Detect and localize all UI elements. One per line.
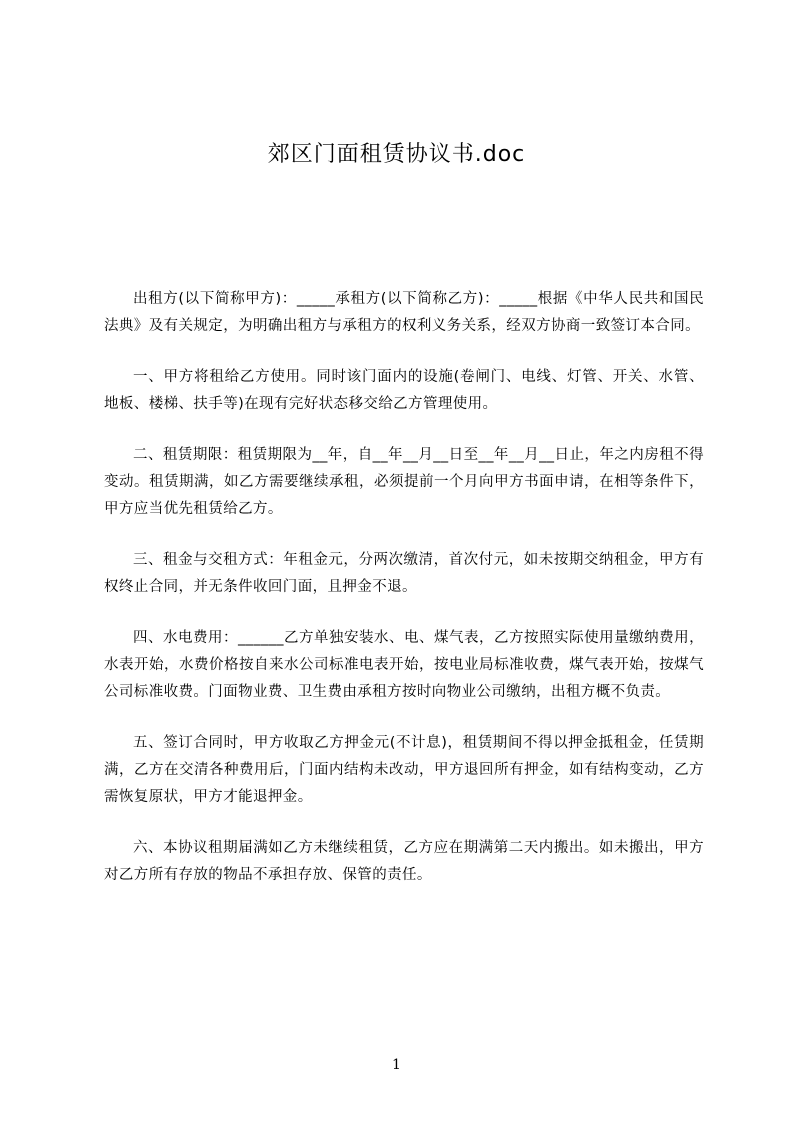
- paragraph-clause-5: 五、签订合同时，甲方收取乙方押金元(不计息)，租赁期间不得以押金抵租金，任赁期满，乙方在交清各种费用后，门面内结构未改动，甲方退回所有押金，如有结构变动，乙方需恢复原状，甲方才能退押金。: [104, 735, 704, 805]
- paragraph-preamble: 出租方(以下简称甲方)：_____承租方(以下简称乙方)：_____根据《中华人民共和国民法典》及有关规定，为明确出租方与承租方的权利义务关系，经双方协商一致签订本合同。: [104, 291, 704, 334]
- paragraph-clause-2: 二、租赁期限：租赁期限为__年，自__年__月__日至__年__月__日止，年之内房租不得变动。租赁期满，如乙方需要继续承租，必须提前一个月向甲方书面申请，在相等条件下，甲方应当优先租赁给乙方。: [104, 447, 704, 517]
- paragraph-clause-1: 一、甲方将租给乙方使用。同时该门面内的设施(卷闸门、电线、灯管、开关、水管、地板、楼梯、扶手等)在现有完好状态移交给乙方管理使用。: [104, 369, 704, 412]
- document-title: 郊区门面租赁协议书.doc: [267, 142, 526, 167]
- page-number: 1: [392, 1057, 401, 1073]
- paragraph-clause-3: 三、租金与交租方式：年租金元，分两次缴清，首次付元，如未按期交纳租金，甲方有权终止合同，并无条件收回门面，且押金不退。: [104, 552, 704, 595]
- paragraph-clause-6: 六、本协议租期届满如乙方未继续租赁，乙方应在期满第二天内搬出。如未搬出，甲方对乙方所有存放的物品不承担存放、保管的责任。: [104, 840, 704, 883]
- document-body: [104, 286, 704, 913]
- paragraph-clause-4: 四、水电费用：______乙方单独安装水、电、煤气表，乙方按照实际使用量缴纳费用，水表开始，水费价格按自来水公司标准电表开始，按电业局标准收费，煤气表开始，按煤气公司标准收费。门面物业费、卫生费由承租方按时向物业公司缴纳，出租方概不负责。: [104, 630, 704, 700]
